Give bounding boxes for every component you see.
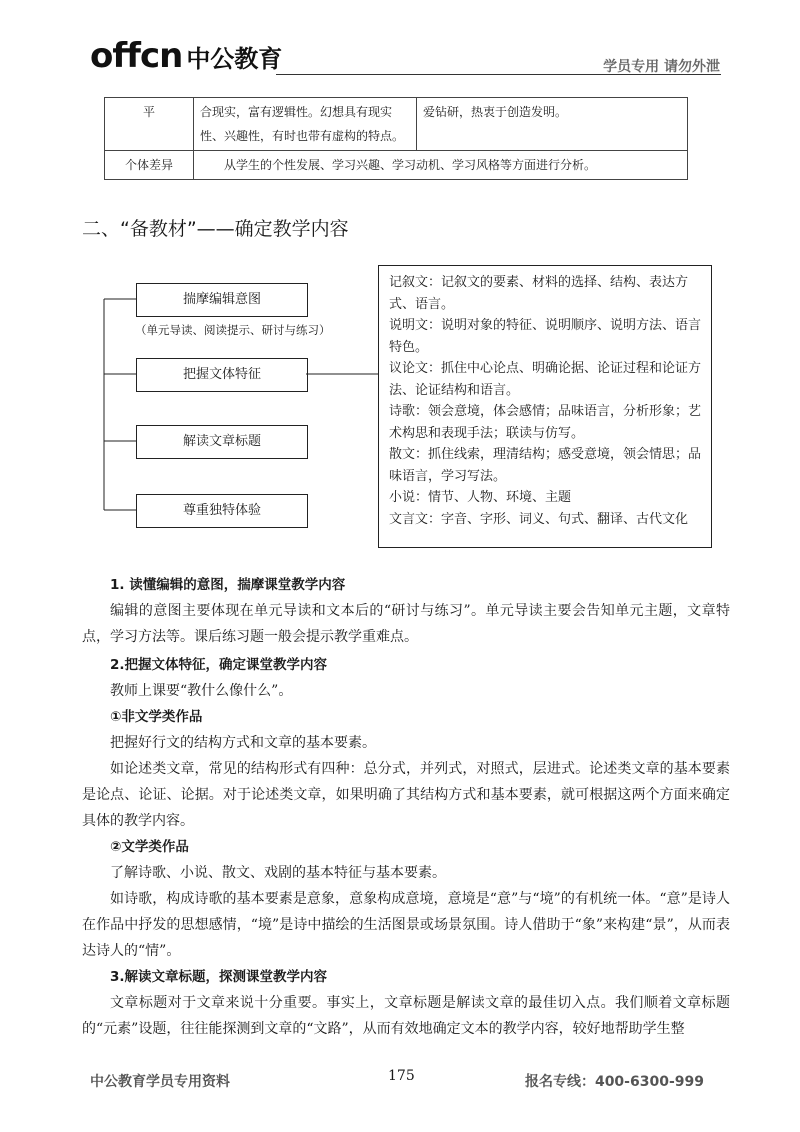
paragraph: 编辑的意图主要体现在单元导读和文本后的“研讨与练习”。单元导读主要会告知单元主题，文章特点，学习方法等。课后练习题一般会提示教学重难点。: [82, 603, 730, 645]
paragraph: 文章标题对于文章来说十分重要。事实上，文章标题是解读文章的最佳切入点。我们顺着文章标题的“元素”设题，往往能探测到文章的“文路”，从而有效地确定文本的教学内容，较好地帮助学生整: [82, 995, 730, 1037]
table-cell: 合现实，富有逻辑性。幻想具有现实性、兴趣性，有时也带有虚构的特点。: [194, 98, 417, 151]
logo-cn-text: 中公教育: [186, 44, 283, 73]
table-cell: 个体差异: [105, 151, 194, 180]
footer-hotline: 报名专线：400-6300-999: [524, 1074, 704, 1090]
paragraph: 如诗歌，构成诗歌的基本要素是意象，意象构成意境，意境是“意”与“境”的有机统一体。“意”是诗人在作品中抒发的思想感情，“境”是诗中描绘的生活图景或场景氛围。诗人借助于“象”来构建“景”，从而表达诗人的“情”。: [82, 891, 730, 959]
genre-line: 诗歌：领会意境，体会感情；品味语言，分析形象；艺术构思和表现手法；联读与仿写。: [389, 404, 702, 441]
header-notice: 学员专用 请勿外泄: [603, 59, 720, 75]
genre-line: 文言文：字音、字形、词义、句式、翻译、古代文化: [389, 511, 689, 527]
table-cell: 从学生的个性发展、学习兴趣、学习动机、学习风格等方面进行分析。: [194, 151, 688, 180]
paragraph: 教师上课要“教什么像什么”。: [110, 683, 293, 699]
table-cell: 平: [105, 98, 194, 151]
heading-4: ②文学类作品: [110, 839, 189, 855]
genre-line: 议论文：抓住中心论点、明确论据、论证过程和论证方法、论证结构和语言。: [389, 361, 702, 398]
heading-5: 3.解读文章标题，探测课堂教学内容: [110, 969, 328, 985]
diagram-box-experience: 尊重独特体验: [136, 494, 308, 528]
genre-line: 说明文：说明对象的特征、说明顺序、说明方法、语言特色。: [389, 318, 702, 355]
diagram-box-genre: 把握文体特征: [136, 358, 308, 392]
genre-line: 散文：抓住线索，理清结构；感受意境，领会情思；品味语言，学习写法。: [389, 447, 702, 484]
diagram-box-title: 解读文章标题: [136, 425, 308, 459]
diagram-box-editor-intent: 揣摩编辑意图: [136, 283, 308, 317]
footer-left: 中公教育学员专用资料: [90, 1074, 230, 1090]
section-title: 二、“备教材”——确定教学内容: [82, 218, 349, 240]
genre-features-box: [378, 265, 712, 548]
heading-2: 2.把握文体特征，确定课堂教学内容: [110, 657, 328, 673]
paragraph: 把握好行文的结构方式和文章的基本要素。: [110, 735, 376, 751]
genre-line: 小说：情节、人物、环境、主题: [389, 490, 572, 505]
heading-3: ①非文学类作品: [110, 709, 203, 725]
paragraph: 了解诗歌、小说、散文、戏剧的基本特征与基本要素。: [110, 865, 446, 881]
heading-1: 1. 读懂编辑的意图，揣摩课堂教学内容: [110, 577, 346, 593]
paragraph: 如论述类文章，常见的结构形式有四种：总分式，并列式，对照式，层进式。论述类文章的基本要素是论点、论证、论据。对于论述类文章，如果明确了其结构方式和基本要素，就可根据这两个方面来确定具体的教学内容。: [82, 761, 730, 829]
page-number: 175: [388, 1068, 415, 1084]
genre-line: 记叙文：记叙文的要素、材料的选择、结构、表达方式、语言。: [389, 275, 689, 312]
table-cell: 爱钻研，热衷于创造发明。: [417, 98, 688, 151]
logo-latin-text: offcn: [90, 36, 183, 76]
diagram-note: （单元导读、阅读提示、研讨与练习）: [135, 323, 331, 337]
